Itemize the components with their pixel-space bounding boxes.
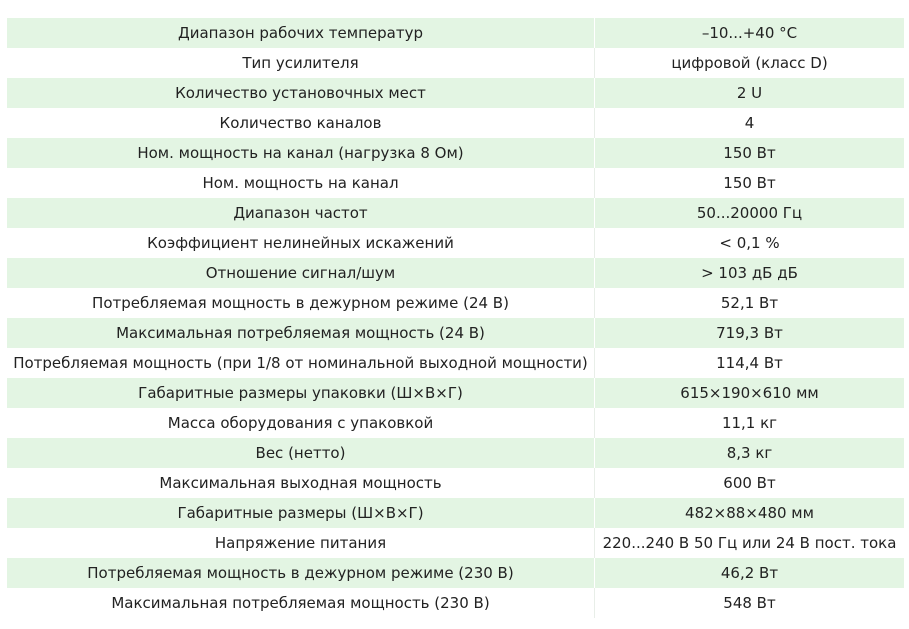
spec-name: Диапазон частот bbox=[7, 198, 595, 228]
spec-value: 220...240 В 50 Гц или 24 В пост. тока bbox=[595, 528, 905, 558]
table-row bbox=[7, 228, 904, 258]
spec-value: цифровой (класс D) bbox=[595, 48, 905, 78]
spec-value: 615×190×610 мм bbox=[595, 378, 905, 408]
spec-value: 11,1 кг bbox=[595, 408, 905, 438]
specifications-body bbox=[7, 18, 904, 618]
spec-name: Габаритные размеры упаковки (Ш×В×Г) bbox=[7, 378, 595, 408]
table-row bbox=[7, 18, 904, 48]
spec-name: Коэффициент нелинейных искажений bbox=[7, 228, 595, 258]
table-row bbox=[7, 78, 904, 108]
spec-value: 548 Вт bbox=[595, 588, 905, 618]
spec-value: 52,1 Вт bbox=[595, 288, 905, 318]
spec-name: Количество каналов bbox=[7, 108, 595, 138]
table-row bbox=[7, 48, 904, 78]
table-row bbox=[7, 438, 904, 468]
spec-name: Количество установочных мест bbox=[7, 78, 595, 108]
spec-name: Максимальная потребляемая мощность (230 В) bbox=[7, 588, 595, 618]
table-row bbox=[7, 258, 904, 288]
table-row bbox=[7, 378, 904, 408]
table-row bbox=[7, 498, 904, 528]
spec-value: 8,3 кг bbox=[595, 438, 905, 468]
spec-name: Потребляемая мощность (при 1/8 от номинальной выходной мощности) bbox=[7, 348, 595, 378]
spec-name: Потребляемая мощность в дежурном режиме (230 В) bbox=[7, 558, 595, 588]
table-row bbox=[7, 168, 904, 198]
spec-value: 50...20000 Гц bbox=[595, 198, 905, 228]
spec-name: Максимальная выходная мощность bbox=[7, 468, 595, 498]
table-row bbox=[7, 348, 904, 378]
table-row bbox=[7, 288, 904, 318]
spec-value: –10...+40 °С bbox=[595, 18, 905, 48]
spec-value: 150 Вт bbox=[595, 138, 905, 168]
spec-name: Вес (нетто) bbox=[7, 438, 595, 468]
spec-value: 150 Вт bbox=[595, 168, 905, 198]
spec-name: Ном. мощность на канал bbox=[7, 168, 595, 198]
spec-value: 600 Вт bbox=[595, 468, 905, 498]
table-row bbox=[7, 558, 904, 588]
spec-value: 2 U bbox=[595, 78, 905, 108]
spec-name: Напряжение питания bbox=[7, 528, 595, 558]
table-row bbox=[7, 468, 904, 498]
spec-value: 114,4 Вт bbox=[595, 348, 905, 378]
spec-name: Потребляемая мощность в дежурном режиме (24 В) bbox=[7, 288, 595, 318]
spec-value: 4 bbox=[595, 108, 905, 138]
table-row bbox=[7, 198, 904, 228]
spec-name: Максимальная потребляемая мощность (24 В) bbox=[7, 318, 595, 348]
spec-name: Отношение сигнал/шум bbox=[7, 258, 595, 288]
spec-name: Тип усилителя bbox=[7, 48, 595, 78]
spec-name: Диапазон рабочих температур bbox=[7, 18, 595, 48]
spec-name: Габаритные размеры (Ш×В×Г) bbox=[7, 498, 595, 528]
table-row bbox=[7, 108, 904, 138]
specifications-table bbox=[7, 18, 904, 618]
spec-name: Ном. мощность на канал (нагрузка 8 Ом) bbox=[7, 138, 595, 168]
table-row bbox=[7, 528, 904, 558]
spec-name: Масса оборудования с упаковкой bbox=[7, 408, 595, 438]
spec-value: 719,3 Вт bbox=[595, 318, 905, 348]
spec-value: < 0,1 % bbox=[595, 228, 905, 258]
spec-value: 46,2 Вт bbox=[595, 558, 905, 588]
spec-value: > 103 дБ дБ bbox=[595, 258, 905, 288]
table-row bbox=[7, 318, 904, 348]
table-row bbox=[7, 408, 904, 438]
table-row bbox=[7, 138, 904, 168]
table-row bbox=[7, 588, 904, 618]
spec-value: 482×88×480 мм bbox=[595, 498, 905, 528]
